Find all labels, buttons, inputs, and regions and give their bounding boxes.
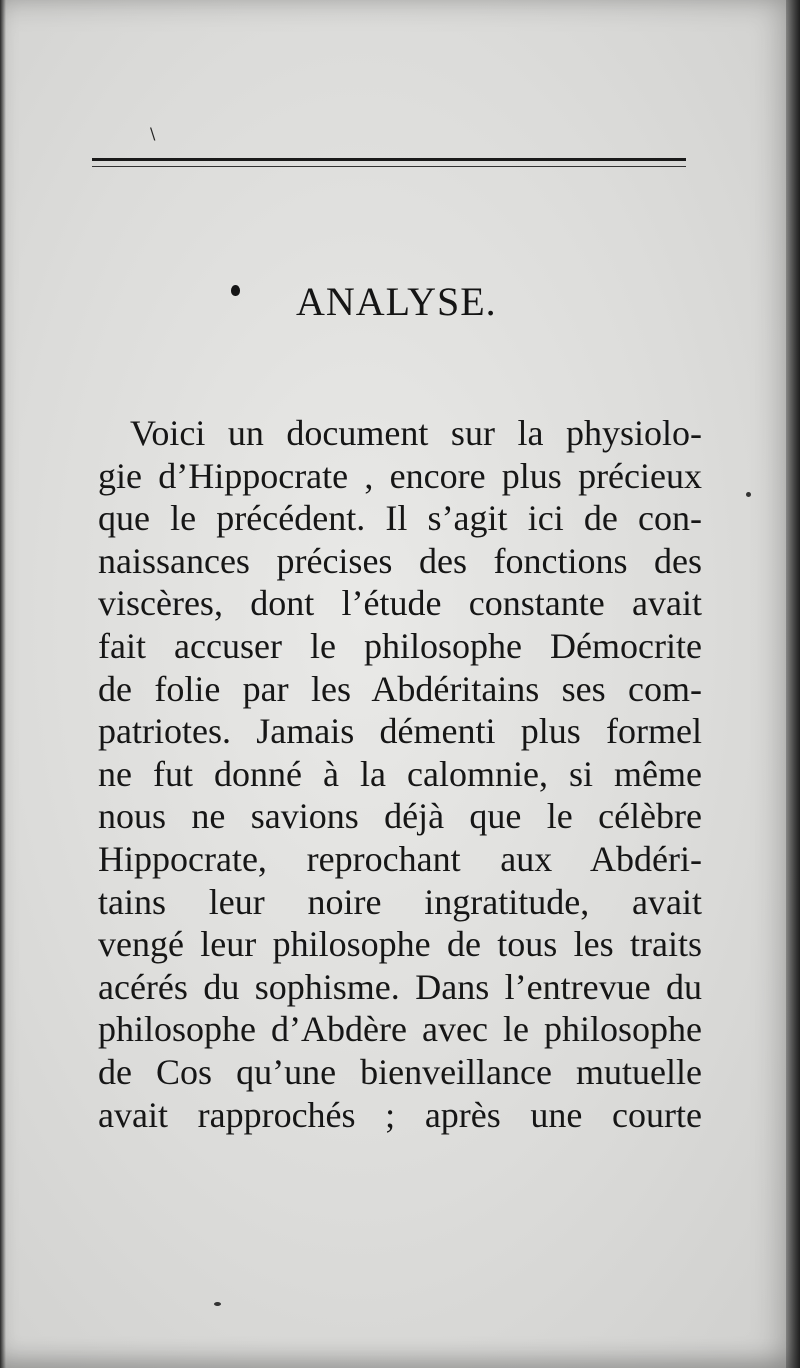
text-line: vengé leur philosophe de tous les traits xyxy=(98,924,702,965)
text-line: philosophe d’Abdère avec le philosophe xyxy=(98,1009,702,1050)
text-line: Voici un document sur la physiolo- xyxy=(130,413,702,453)
text-line: nous ne savions déjà que le célèbre xyxy=(98,796,702,837)
text-line: avait rapprochés ; après une courte xyxy=(98,1094,702,1135)
margin-mark: \ xyxy=(150,124,156,143)
ink-speck xyxy=(214,1302,221,1306)
ink-speck xyxy=(746,492,751,497)
binding-edge-right xyxy=(786,0,800,1368)
text-line: que le précédent. Il s’agit ici de con- xyxy=(98,498,702,539)
text-line: Hippocrate, reprochant aux Abdéri- xyxy=(98,838,702,879)
text-line: fait accuser le philosophe Démocrite xyxy=(98,625,702,666)
page-heading: ANALYSE. xyxy=(296,279,497,324)
header-rule-thin xyxy=(92,166,686,167)
text-line: patriotes. Jamais démenti plus formel xyxy=(98,711,702,752)
ink-blot xyxy=(231,285,240,296)
header-rule xyxy=(92,158,686,161)
text-line: ne fut donné à la calomnie, si même xyxy=(98,753,702,794)
text-line: de folie par les Abdéritains ses com- xyxy=(98,668,702,709)
text-line: tains leur noire ingratitude, avait xyxy=(98,881,702,922)
text-line: viscères, dont l’étude constante avait xyxy=(98,583,702,624)
body-text xyxy=(98,412,702,1136)
text-line: gie d’Hippocrate , encore plus précieux xyxy=(98,455,702,496)
text-line: naissances précises des fonctions des xyxy=(98,540,702,581)
text-line: acérés du sophisme. Dans l’entrevue du xyxy=(98,966,702,1007)
binding-edge-left xyxy=(0,0,6,1368)
text-line: de Cos qu’une bienveillance mutuelle xyxy=(98,1051,702,1092)
